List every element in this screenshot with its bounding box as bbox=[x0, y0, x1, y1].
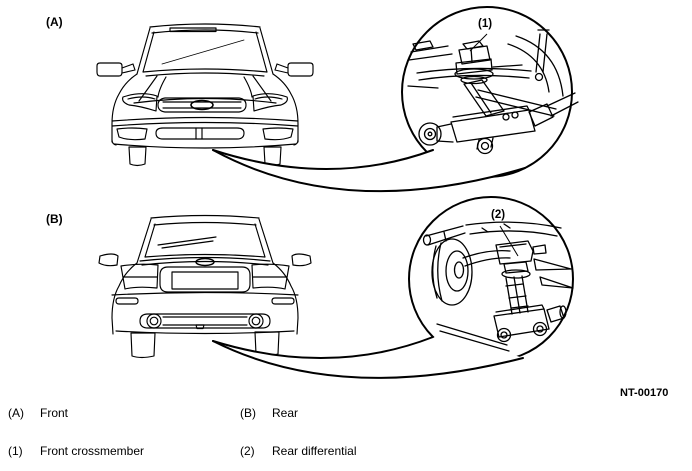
front-grille bbox=[158, 98, 246, 112]
front-left-wheel bbox=[129, 147, 146, 166]
view-b-label: (B) bbox=[46, 212, 63, 226]
legend-key-b: (B) bbox=[240, 406, 256, 420]
legend-key-a: (A) bbox=[8, 406, 24, 420]
left-exhaust bbox=[147, 314, 161, 328]
legend-key-1: (1) bbox=[8, 444, 23, 458]
rear-valance bbox=[140, 314, 270, 329]
legend-label-rear: Rear bbox=[272, 406, 299, 420]
legend-label-front-crossmember: Front crossmember bbox=[40, 444, 145, 458]
legend-key-2: (2) bbox=[240, 444, 255, 458]
callout-1-label: (1) bbox=[478, 18, 493, 30]
front-left-mirror bbox=[97, 63, 135, 76]
legend-label-front: Front bbox=[40, 406, 69, 420]
front-right-mirror bbox=[275, 63, 313, 76]
front-car-drawing bbox=[97, 24, 313, 166]
rear-wiper bbox=[158, 237, 216, 245]
rear-right-mirror bbox=[292, 254, 311, 266]
lower-intake bbox=[156, 128, 244, 139]
license-recess bbox=[160, 267, 250, 292]
front-callout-balloon bbox=[213, 7, 578, 191]
rear-car-drawing bbox=[99, 216, 311, 358]
right-exhaust bbox=[249, 314, 263, 328]
figure-code: NT-00170 bbox=[620, 387, 669, 399]
callout-2-label: (2) bbox=[491, 209, 506, 221]
view-a-label: (A) bbox=[46, 15, 63, 29]
rear-left-wheel bbox=[131, 333, 155, 358]
rear-left-mirror bbox=[99, 254, 118, 266]
legend-label-rear-differential: Rear differential bbox=[272, 444, 357, 458]
